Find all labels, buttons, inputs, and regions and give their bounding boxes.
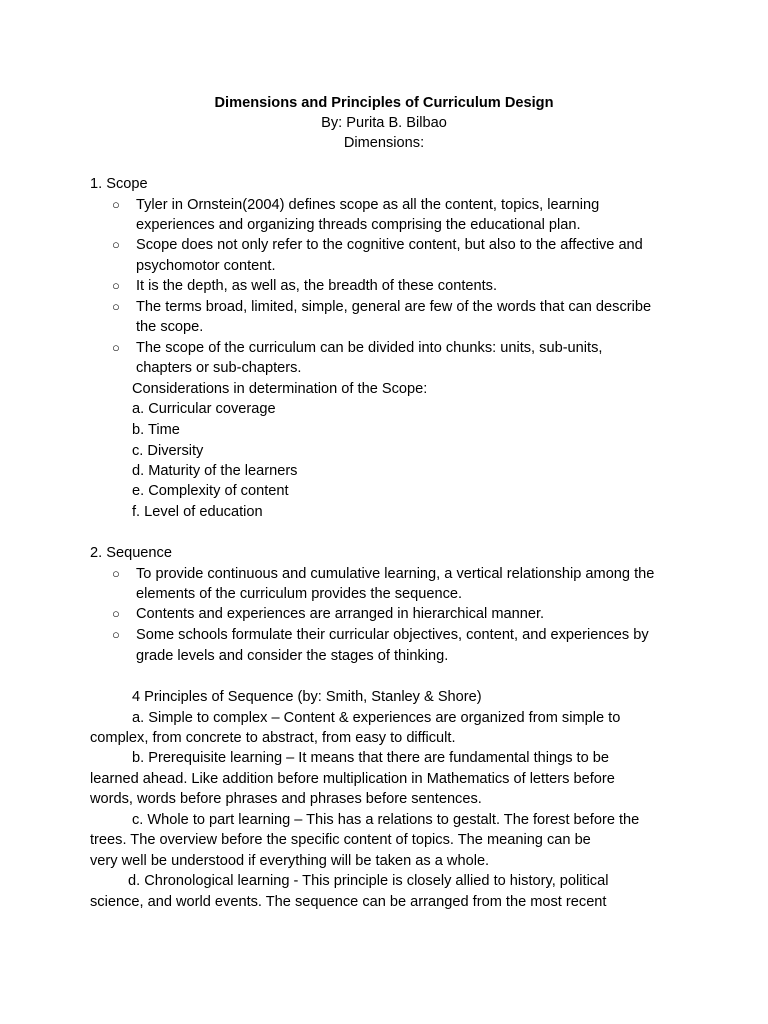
bullet-icon: ○ (112, 340, 120, 355)
sequence-bullet-line: elements of the curriculum provides the sequence. (136, 586, 463, 602)
bullet-icon: ○ (112, 278, 120, 293)
author-line: By: Purita B. Bilbao (321, 115, 447, 131)
bullet-icon: ○ (112, 566, 120, 581)
principle-line: very well be understood if everything will be taken as a whole. (90, 853, 490, 869)
consideration-item: f. Level of education (132, 504, 263, 520)
scope-bullet-line: The terms broad, limited, simple, general are few of the words that can describe (136, 299, 652, 315)
scope-bullet-line: the scope. (136, 319, 204, 335)
bullet-icon: ○ (112, 299, 120, 314)
consideration-item: c. Diversity (132, 443, 204, 459)
principle-line: complex, from concrete to abstract, from easy to difficult. (90, 730, 456, 746)
scope-bullet-line: psychomotor content. (136, 258, 276, 274)
consideration-item: b. Time (132, 422, 180, 438)
consideration-item: e. Complexity of content (132, 483, 289, 499)
bullet-icon: ○ (112, 627, 120, 642)
principles-heading: 4 Principles of Sequence (by: Smith, Stanley & Shore) (132, 689, 482, 705)
scope-bullet-line: The scope of the curriculum can be divided into chunks: units, sub-units, (136, 340, 603, 356)
sequence-bullet-line: grade levels and consider the stages of thinking. (136, 648, 449, 664)
section-subtitle: Dimensions: (343, 135, 425, 151)
principle-line: d. Chronological learning - This principle is closely allied to history, political (128, 873, 609, 889)
scope-heading: 1. Scope (90, 176, 148, 192)
scope-bullet-line: Tyler in Ornstein(2004) defines scope as all the content, topics, learning (136, 197, 600, 213)
considerations-heading: Considerations in determination of the Scope: (132, 381, 428, 397)
consideration-item: a. Curricular coverage (132, 401, 276, 417)
principle-line: c. Whole to part learning – This has a relations to gestalt. The forest before the (132, 812, 640, 828)
document-title: Dimensions and Principles of Curriculum Design (214, 95, 554, 111)
principle-line: b. Prerequisite learning – It means that there are fundamental things to be (132, 750, 610, 766)
principle-line: words, words before phrases and phrases before sentences. (90, 791, 482, 807)
principle-line: trees. The overview before the specific content of topics. The meaning can be (90, 832, 591, 848)
scope-bullet-line: It is the depth, as well as, the breadth of these contents. (136, 278, 498, 294)
principle-line: a. Simple to complex – Content & experiences are organized from simple to (132, 710, 621, 726)
scope-bullet-line: experiences and organizing threads comprising the educational plan. (136, 217, 581, 233)
scope-bullet-line: Scope does not only refer to the cognitive content, but also to the affective and (136, 237, 643, 253)
scope-bullet-line: chapters or sub-chapters. (136, 360, 302, 376)
principle-line: science, and world events. The sequence can be arranged from the most recent (90, 894, 607, 910)
bullet-icon: ○ (112, 606, 120, 621)
principle-line: learned ahead. Like addition before multiplication in Mathematics of letters before (90, 771, 615, 787)
sequence-heading: 2. Sequence (90, 545, 172, 561)
sequence-bullet-line: Contents and experiences are arranged in hierarchical manner. (136, 606, 545, 622)
sequence-bullet-line: To provide continuous and cumulative learning, a vertical relationship among the (136, 566, 655, 582)
consideration-item: d. Maturity of the learners (132, 463, 298, 479)
sequence-bullet-line: Some schools formulate their curricular objectives, content, and experiences by (136, 627, 649, 643)
bullet-icon: ○ (112, 197, 120, 212)
bullet-icon: ○ (112, 237, 120, 252)
